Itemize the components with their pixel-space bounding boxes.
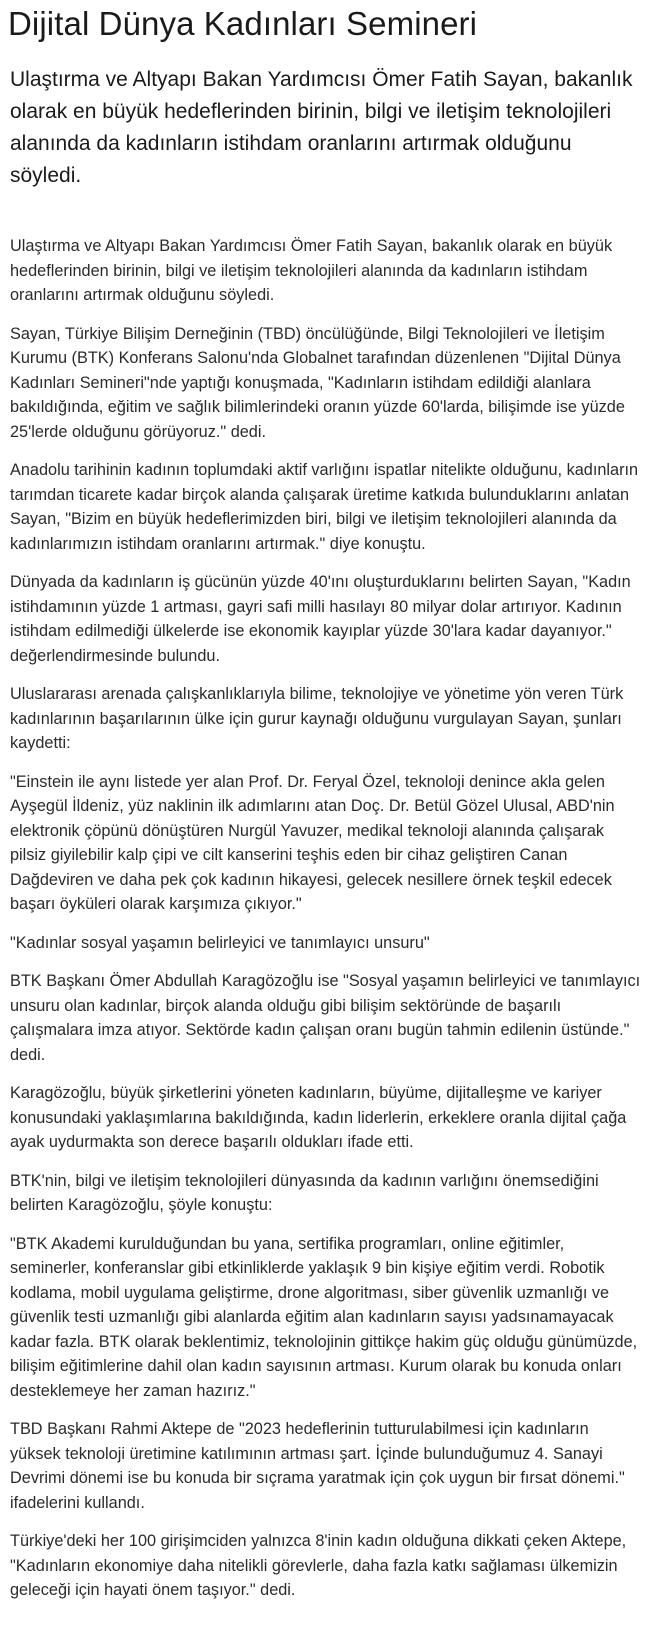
article — [0, 4, 656, 1603]
article-paragraph: Karagözoğlu, büyük şirketlerini yöneten kadınların, büyüme, dijitalleşme ve kariyer konusundaki yaklaşımlarına bakıldığında, kadın liderlerin, erkeklere oranla dijital çağa ayak uydurmakta son derece başarılı oldukları ifade etti. — [10, 1084, 627, 1151]
article-title: Dijital Dünya Kadınları Semineri — [8, 5, 478, 42]
article-paragraph: TBD Başkanı Rahmi Aktepe de "2023 hedeflerinin tutturulabilmesi için kadınların yüksek teknoloji üretimine katılımının artması şart. İçinde bulunduğumuz 4. Sanayi Devrimi dönemi ise bu konuda bir sıçrama yaratmak için çok uygun bir fırsat dönemi." ifadelerini kullandı. — [10, 1420, 625, 1512]
article-paragraph: Ulaştırma ve Altyapı Bakan Yardımcısı Ömer Fatih Sayan, bakanlık olarak en büyük hedeflerinden birinin, bilgi ve iletişim teknolojileri alanında da kadınların istihdam oranlarını artırmak olduğunu söyledi. — [10, 237, 613, 304]
article-paragraph: Sayan, Türkiye Bilişim Derneğinin (TBD) öncülüğünde, Bilgi Teknolojileri ve İletişim Kurumu (BTK) Konferans Salonu'nda Globalnet tarafından düzenlenen "Dijital Dünya Kadınları Semineri"nde yaptığı konuşmada, "Kadınların istihdam edildiği alanlara bakıldığında, eğitim ve sağlık bilimlerindeki oranın yüzde 60'larda, bilişimde ise yüzde 25'lerde olduğunu görüyoruz." dedi. — [10, 324, 625, 441]
article-paragraph: Uluslararası arenada çalışkanlıklarıyla bilime, teknolojiye ve yönetime yön veren Türk kadınlarının başarılarının ülke için gurur kaynağı olduğunu vurgulayan Sayan, şunları kaydetti: — [10, 685, 624, 752]
article-quote: "BTK Akademi kurulduğundan bu yana, sertifika programları, online eğitimler, seminerler, konferanslar gibi etkinliklerde yaklaşık 9 bin kişiye eğitim verdi. Robotik kodlama, mobil uygulama geliştirme, drone algoritması, siber güvenlik uzmanlığı ve güvenlik testi uzmanlığı gibi alanlarda eğitim alan kadınların sayısı yadsınamayacak kadar fazla. BTK olarak beklentimiz, teknolojinin gittikçe hakim güç olduğu günümüzde, bilişim eğitimlerine dahil olan kadın sayısının artması. Kurum olarak bu konuda onları desteklemeye her zaman hazırız." — [10, 1234, 638, 1400]
article-body — [8, 234, 642, 1603]
article-paragraph: Anadolu tarihinin kadının toplumdaki aktif varlığını ispatlar nitelikte olduğunu, kadınların tarımdan ticarete kadar birçok alanda çalışarak üretime katkıda bulunduklarını anlatan Sayan, "Bizim en büyük hedeflerimizden biri, bilgi ve iletişim teknolojileri alanında da kadınlarımızın istihdam oranlarını artırmak." diye konuştu. — [10, 461, 639, 553]
article-paragraph: Dünyada da kadınların iş gücünün yüzde 40'ını oluşturduklarını belirten Sayan, "Kadın istihdamının yüzde 1 artması, gayri safi milli hasılayı 80 milyar dolar artırıyor. Kadının istihdam edilmediği ülkelerde ise ekonomik kayıplar yüzde 30'lara kadar dayanıyor." değerlendirmesinde bulundu. — [10, 573, 631, 665]
article-paragraph: BTK'nin, bilgi ve iletişim teknolojileri dünyasında da kadının varlığını önemsediğini belirten Karagözoğlu, şöyle konuştu: — [10, 1171, 599, 1214]
article-subheading: "Kadınlar sosyal yaşamın belirleyici ve tanımlayıcı unsuru" — [10, 933, 430, 952]
article-quote: "Einstein ile aynı listede yer alan Prof. Dr. Feryal Özel, teknoloji denince akla gelen Ayşegül İldeniz, yüz naklinin ilk adımlarını atan Doç. Dr. Betül Gözel Ulusal, ABD'nin elektronik çöpünü dönüştüren Nurgül Yavuzer, medikal teknoloji alanında çalışarak pilsiz giyilebilir kalp çipi ve cilt kanserini teşhis eden bir cihaz geliştiren Canan Dağdeviren ve daha pek çok kadının hikayesi, gelecek nesillere örnek teşkil edecek başarı öyküleri olarak karşımıza çıkıyor." — [10, 772, 615, 913]
article-lead: Ulaştırma ve Altyapı Bakan Yardımcısı Ömer Fatih Sayan, bakanlık olarak en büyük hedeflerinden birinin, bilgi ve iletişim teknolojileri alanında da kadınların istihdam oranlarını artırmak olduğunu söyledi. — [10, 68, 633, 187]
article-paragraph: BTK Başkanı Ömer Abdullah Karagözoğlu ise "Sosyal yaşamın belirleyici ve tanımlayıcı unsuru olan kadınlar, birçok alanda olduğu gibi bilişim sektöründe de başarılı çalışmalara imza atıyor. Sektörde kadın çalışan oranı bugün tahmin edilenin üstünde." dedi. — [10, 972, 641, 1064]
article-paragraph: Türkiye'deki her 100 girişimciden yalnızca 8'inin kadın olduğuna dikkati çeken Aktepe, "Kadınların ekonomiye daha nitelikli görevlerle, daha fazla katkı sağlaması ülkemizin geleceği için hayati önem taşıyor." dedi. — [10, 1532, 627, 1599]
